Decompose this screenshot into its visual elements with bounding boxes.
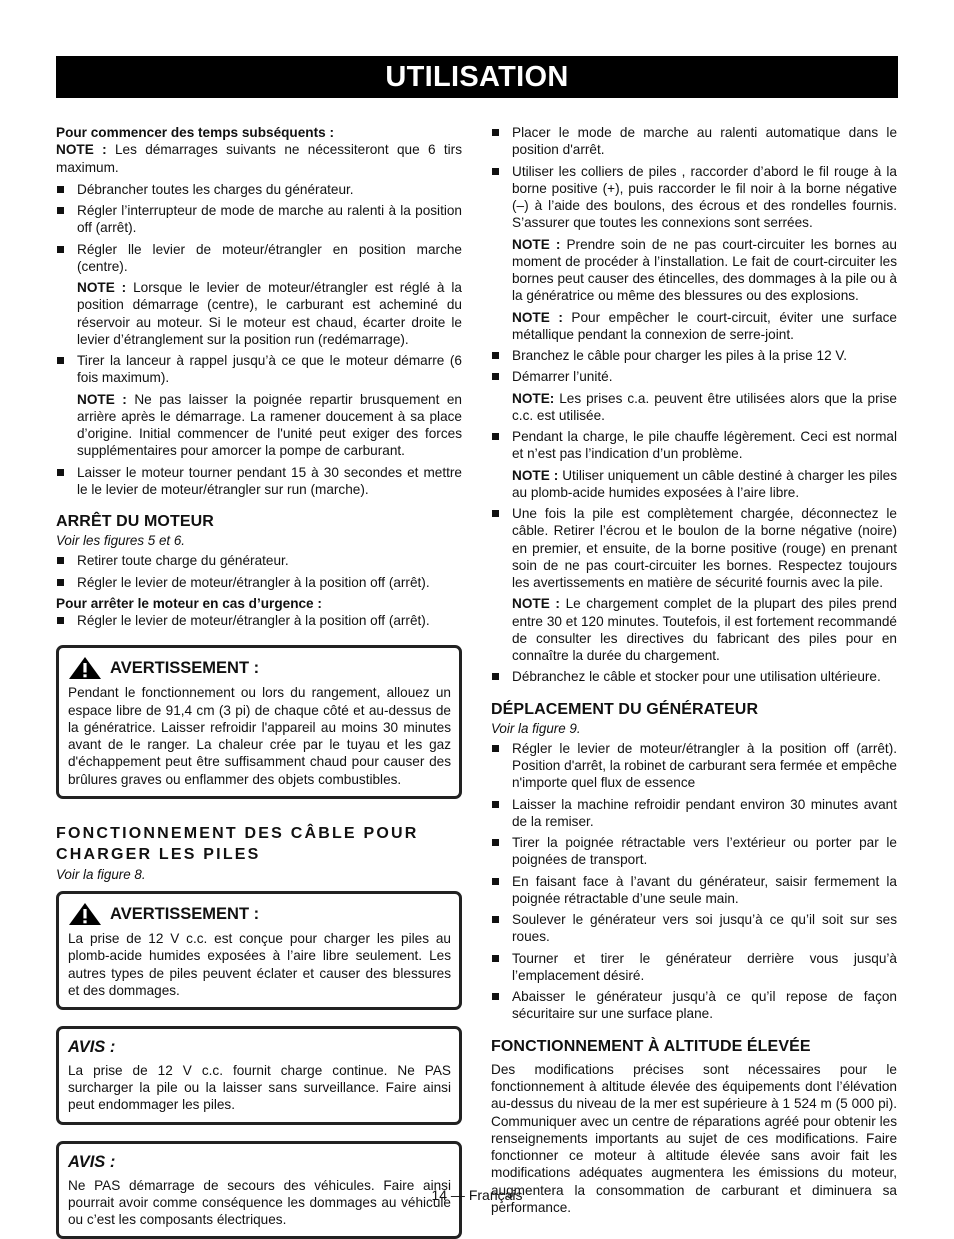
high-altitude-text: Des modifications précises sont nécessaires pour le fonctionnement à altitude élevée des équipements dont l’élévation au-dessus du niveau de la mer est supérieure à 1 524 m (5 000 pi). Communiquer avec un centre de réparations agréé pour obtenir les renseignements importants au sujet de ces modifications. Faire fonctionner ce moteur à altitude élevée sans avoir fait les modifications adéquates augmentera les émissions du moteur, augmentera la consommation de carburant et diminuera sa performance. (491, 1061, 897, 1215)
note-text: Utiliser uniquement un câble destiné à charger les piles au plomb-acide humides exposées à l’aire libre. (512, 467, 897, 500)
cable-type-note (491, 467, 897, 502)
figure-reference: Voir la figure 8. (56, 867, 146, 883)
note-label: NOTE: (512, 390, 555, 406)
list-item: Régler l’interrupteur de mode de marche au ralenti à la position off (arrêt). (56, 202, 462, 237)
list-item: Soulever le générateur vers soi jusqu’à ce qu’il soit sur ses roues. (491, 911, 897, 946)
emergency-stop-heading: Pour arrêter le moteur en cas d’urgence : (56, 595, 322, 611)
list-item: Utiliser les colliers de piles , raccorder d’abord le fil rouge à la borne positive (+), puis raccorder le fil noir à la borne négative (–) à l’aide des boulons, des écrous et des rondelles fournis. S’assurer que toutes les connexions sont serrées. (491, 163, 897, 232)
list-item: Débrancher toutes les charges du générateur. (56, 181, 462, 198)
warning-header (68, 902, 451, 926)
subsequent-start-heading: Pour commencer des temps subséquents : (56, 125, 334, 140)
list-item: Tirer la lanceur à rappel jusqu’à ce que le moteur démarre (6 fois maximum). (56, 352, 462, 387)
page-title: UTILISATION (56, 56, 898, 98)
short-circuit-note (491, 236, 897, 305)
note-label: NOTE : (56, 142, 107, 158)
note-label: NOTE : (77, 391, 127, 407)
choke-note (56, 279, 462, 348)
note-text: Les prises c.a. peuvent être utilisées alors que la prise c.c. est utilisée. (512, 390, 897, 423)
list-item: Régler le levier de moteur/étrangler à la position off (arrêt). (56, 574, 462, 591)
subsequent-note (56, 141, 462, 176)
note-label: NOTE : (77, 280, 127, 295)
note-text: Prendre soin de ne pas court-circuiter les bornes au moment de procéder à l’installation. Le fait de court-circuiter les bornes peut causer des étincelles, des dommages à la pile ou à la génératrice ou même des blessures ou des explosions. (512, 236, 897, 304)
note-text: Les démarrages suivants ne nécessiteront que 6 tirs maximum. (56, 142, 463, 175)
list-item: Branchez le câble pour charger les piles à la prise 12 V. (491, 347, 897, 364)
warning-text: La prise de 12 V c.c. est conçue pour charger les piles au plomb-acide humides exposées à l’aire libre seulement. Les autres types de piles peuvent éclater et causer des blessures et des dommages. (68, 931, 451, 998)
note-label: NOTE : (512, 596, 560, 612)
figure-reference: Voir les figures 5 et 6. (56, 533, 186, 549)
left-column (56, 124, 462, 1239)
section-heading-high-altitude: FONCTIONNEMENT À ALTITUDE ÉLEVÉE (491, 1037, 811, 1055)
warning-header (68, 656, 451, 680)
notice-text: La prise de 12 V c.c. fournit charge continue. Ne PAS surcharger la pile ou la laisser sans surveillance. Faire ainsi peut endommager les piles. (68, 1062, 451, 1113)
note-label: NOTE : (512, 236, 561, 252)
note-text: Pour empêcher le court-circuit, éviter une surface métallique pendant la connexion de serre-joint. (512, 309, 897, 342)
list-item: Une fois la pile est complètement chargée, déconnectez le câble. Retirer l’écrou et le boulon de la borne négative (noire) en premier, et ensuite, de la borne positive (rouge) en prenant soin de ne pas court-circuiter les bornes. Respectez toujours les avertissements en matière de sécurité fournis avec la pile. (491, 505, 897, 591)
list-item: Abaisser le générateur jusqu’à ce qu’il repose de façon sécuritaire sur une surface plane. (491, 988, 897, 1023)
notice-box-overcharge (56, 1026, 462, 1125)
page-footer: 14 — Français (431, 1187, 523, 1203)
ac-outlet-note (491, 390, 897, 425)
note-text: Ne pas laisser la poignée repartir brusquement en arrière après le démarrage. La ramener doucement à sa place d’origine. Initial commencer de l'unité peut exiger des forces supplémentaires pour amorcer la pompe de carburant. (77, 391, 462, 459)
section-heading-charging-cable: FONCTIONNEMENT DES CÂBLE POUR CHARGER LES PILES (56, 824, 419, 864)
note-label: NOTE : (512, 467, 559, 483)
metal-surface-note (491, 309, 897, 344)
list-item: En faisant face à l’avant du générateur, saisir fermement la poignée rétractable d’une seule main. (491, 873, 897, 908)
list-item: Tirer la poignée rétractable vers l’extérieur ou porter par le poignées de transport. (491, 834, 897, 869)
warning-triangle-icon (68, 656, 102, 680)
warning-title: AVERTISSEMENT : (110, 904, 260, 923)
list-item: Régler lle levier de moteur/étrangler en position marche (centre). (56, 241, 462, 276)
list-item: Pendant la charge, le pile chauffe légèrement. Ceci est normal et n’est pas l’indication d’un problème. (491, 428, 897, 463)
notice-title: AVIS : (68, 1152, 116, 1171)
list-item: Laisser le moteur tourner pendant 15 à 30 secondes et mettre le le levier de moteur/étrangler sur run (marche). (56, 464, 462, 499)
list-item: Laisser la machine refroidir pendant environ 30 minutes avant de la remiser. (491, 796, 897, 831)
note-text: Lorsque le levier de moteur/étrangler est réglé à la position démarrage (centre), le carburant est acheminé du réservoir au moteur. Si le moteur est chaud, écarter droite le levier d’étranglement sur la position run (redémarrage). (77, 280, 462, 347)
section-heading-stop-engine: ARRÊT DU MOTEUR (56, 513, 214, 530)
list-item: Régler le levier de moteur/étrangler à la position off (arrêt). (56, 612, 462, 629)
note-text: Le chargement complet de la plupart des piles prend entre 30 et 120 minutes. Toutefois, il est fortement recommandé de consulter les directives du fabricant des piles pour en connaître la durée du chargement. (512, 596, 897, 663)
list-item: Tourner et tirer le générateur derrière vous jusqu’à l’emplacement désiré. (491, 950, 897, 985)
section-heading-moving-generator: DÉPLACEMENT DU GÉNÉRATEUR (491, 700, 759, 718)
warning-text: Pendant le fonctionnement ou lors du rangement, allouez un espace libre de 91,4 cm (3 pi) de chaque côté et au-dessus de la génératrice. Laisser refroidir l'appareil au moins 30 minutes avant de le ranger. La chaleur crée par le tuyau et les gaz d'échappement peut être suffisamment chaud pour causer des brûlures graves ou enflammer des objets combustibles. (68, 685, 451, 787)
list-item: Démarrer l’unité. (491, 368, 897, 385)
subsequent-steps-list (56, 181, 462, 498)
charge-time-note (491, 595, 897, 664)
warning-triangle-icon (68, 902, 102, 926)
list-item: Débranchez le câble et stocker pour une utilisation ultérieure. (491, 668, 897, 685)
list-item: Retirer toute charge du générateur. (56, 552, 462, 569)
list-item: Placer le mode de marche au ralenti automatique dans le position d'arrêt. (491, 124, 897, 159)
list-item: Régler le levier de moteur/étrangler à la position off (arrêt). Position d'arrêt, la robinet de carburant sera fermée et empêche n'importe quel flux de essence (491, 740, 897, 792)
note-label: NOTE : (512, 309, 563, 325)
pull-note (56, 391, 462, 460)
notice-text: Ne PAS démarrage de secours des véhicules. Faire ainsi pourrait avoir comme conséquence les dommages au véhicule ou c’est les composants électriques. (68, 1177, 451, 1228)
right-column (491, 124, 897, 1221)
warning-box-storage (56, 645, 462, 799)
warning-box-battery (56, 891, 462, 1010)
notice-title: AVIS : (68, 1038, 116, 1057)
warning-title: AVERTISSEMENT : (110, 658, 260, 677)
figure-reference: Voir la figure 9. (491, 720, 581, 736)
